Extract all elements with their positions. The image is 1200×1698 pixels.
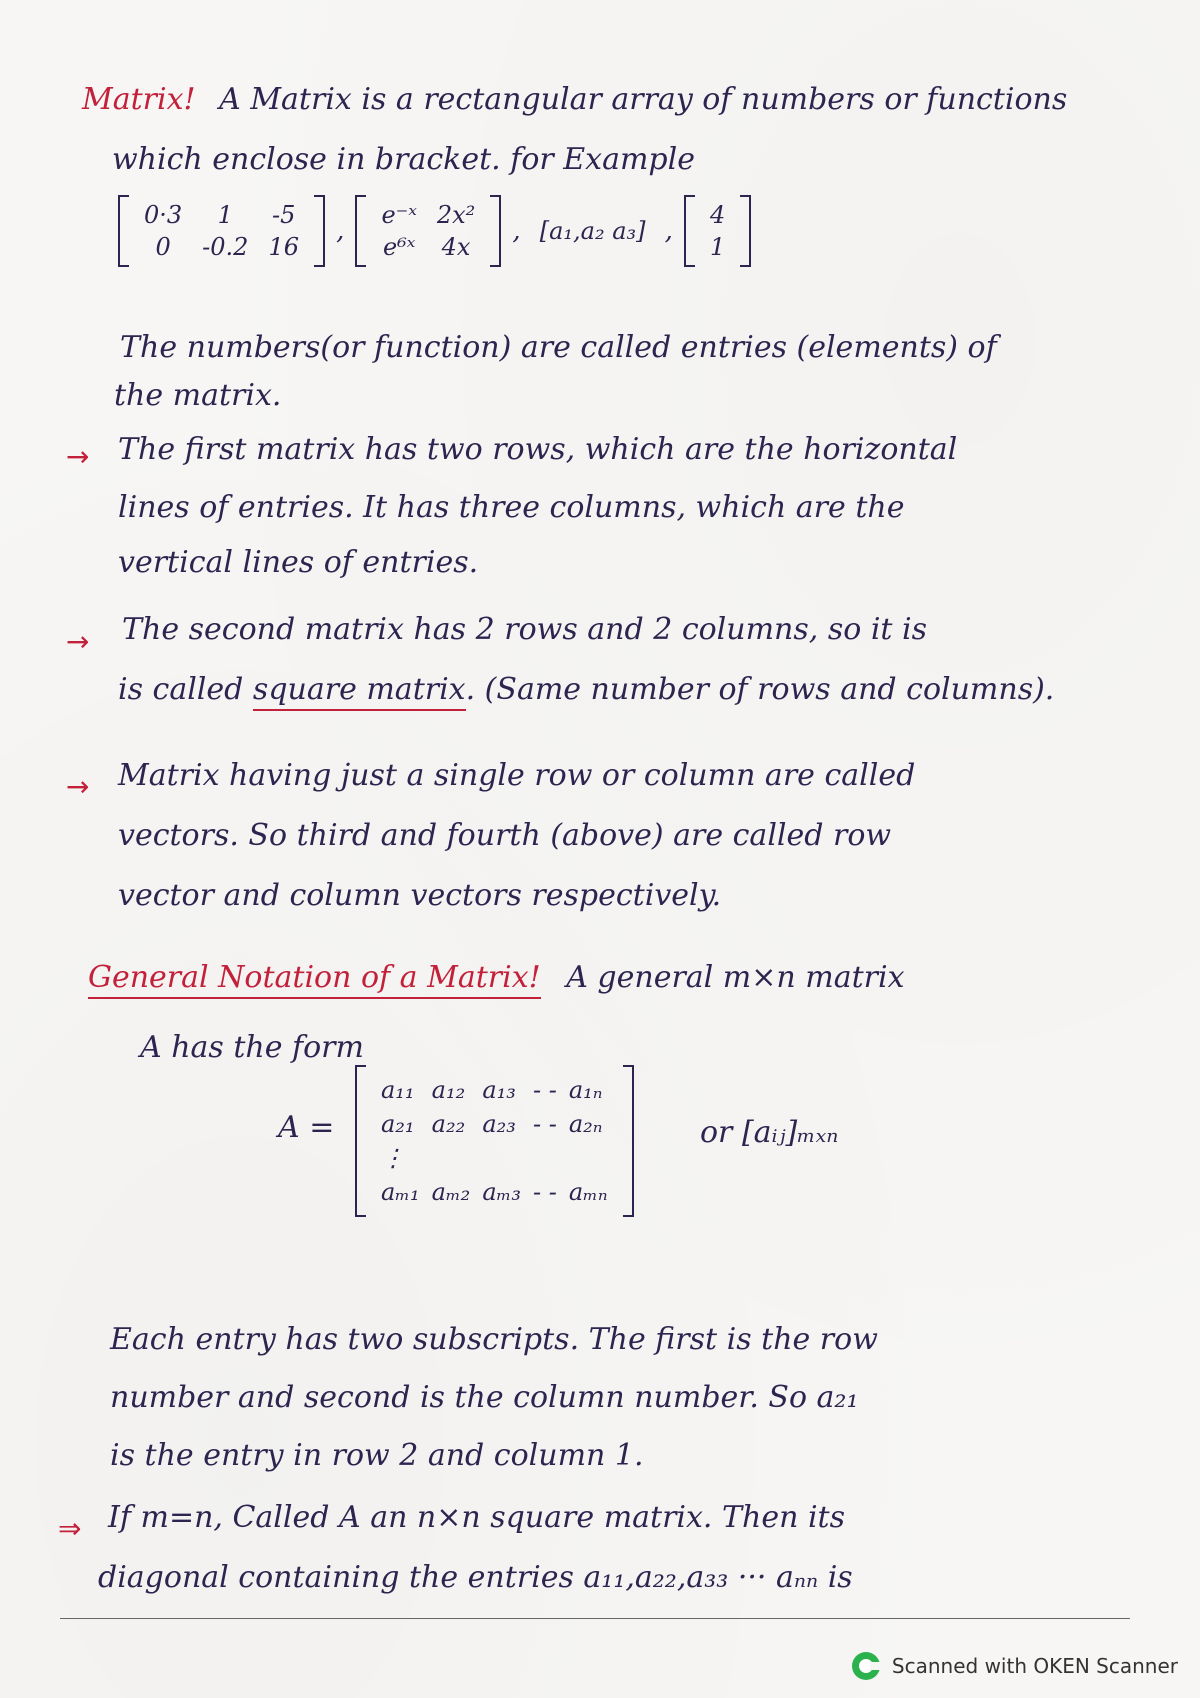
matrix-entry: 0 xyxy=(155,233,171,261)
square-line-2: diagonal containing the entries a₁₁,a₂₂,a₃₃ ··· aₙₙ is xyxy=(98,1560,853,1595)
page-bottom-edge xyxy=(60,1618,1130,1619)
oken-scanner-logo-icon xyxy=(850,1650,882,1682)
matrix-entry: a₁₁ xyxy=(381,1076,415,1104)
example-matrix-2 xyxy=(355,195,501,267)
example-row-vector: [a₁,a₂ a₃] xyxy=(539,217,646,245)
subscripts-line-1: Each entry has two subscripts. The first is the row xyxy=(110,1322,878,1357)
matrix-row xyxy=(134,231,309,263)
general-line-1 xyxy=(88,960,905,996)
matrix-lhs: A = xyxy=(278,1110,335,1145)
square-matrix-term: square matrix xyxy=(253,672,466,711)
matrix-entry: 1 xyxy=(709,233,726,261)
matrix-entry: a₁ₙ xyxy=(568,1076,603,1104)
scanner-label: Scanned with OKEN Scanner xyxy=(891,1654,1178,1678)
matrix-entry: - - xyxy=(532,1076,557,1104)
matrix-entry: 4x xyxy=(441,233,471,261)
bullet1-line-3: vertical lines of entries. xyxy=(118,545,479,580)
arrow-icon: → xyxy=(66,625,90,658)
arrow-icon: → xyxy=(66,440,90,473)
matrix-entry: - - xyxy=(532,1178,557,1206)
bullet1-line-1: The first matrix has two rows, which are the horizontal xyxy=(118,432,958,467)
bullet2-line-1: The second matrix has 2 rows and 2 columns, so it is xyxy=(122,612,928,647)
general-notation-heading: General Notation of a Matrix! xyxy=(88,960,541,999)
example-column-vector xyxy=(684,195,751,267)
matrix-entry: a₁₃ xyxy=(482,1076,516,1104)
bullet3-line-2: vectors. So third and fourth (above) are called row xyxy=(118,818,892,853)
bullet2-prefix: is called xyxy=(118,672,244,707)
subscripts-line-2: number and second is the column number. So a₂₁ xyxy=(110,1380,859,1415)
bullet3-line-3: vector and column vectors respectively. xyxy=(118,878,722,913)
matrix-heading: Matrix! xyxy=(82,82,196,117)
matrix-entry: aₘ₂ xyxy=(431,1178,471,1206)
matrix-entry: 0·3 xyxy=(144,201,183,229)
matrix-entry: a₂ₙ xyxy=(568,1110,603,1138)
matrix-entry: a₂₂ xyxy=(431,1110,466,1138)
intro-line-1 xyxy=(82,82,1067,118)
general-notation-intro: A general m×n matrix xyxy=(566,960,905,995)
entries-line-1: The numbers(or function) are called entries (elements) of xyxy=(120,330,997,365)
matrix-definition: A Matrix is a rectangular array of numbers or functions xyxy=(219,82,1068,117)
matrix-entry: e⁶ˣ xyxy=(382,233,416,261)
matrix-entry: -5 xyxy=(272,201,296,229)
matrix-entry: a₂₃ xyxy=(482,1110,516,1138)
subscripts-line-3: is the entry in row 2 and column 1. xyxy=(110,1438,644,1473)
matrix-entry xyxy=(426,1141,477,1175)
matrix-row xyxy=(375,1141,614,1175)
matrix-entry: 16 xyxy=(268,233,299,261)
matrix-entry xyxy=(476,1141,527,1175)
matrix-entry xyxy=(527,1141,563,1175)
matrix-entry: a₁₂ xyxy=(431,1076,466,1104)
matrix-entry: 4 xyxy=(709,201,726,229)
matrix-row xyxy=(375,1107,614,1141)
matrix-row xyxy=(134,199,309,231)
bullet3-line-1: Matrix having just a single row or column are called xyxy=(118,758,916,793)
example-matrices: 0·3 1 -5 0 -0.2 16 , e⁻ˣ 2x² e⁶ˣ 4x , [a₁,a₂ a₃] , 4 1 xyxy=(118,195,751,267)
matrix-entry xyxy=(563,1141,614,1175)
matrix-entry: e⁻ˣ xyxy=(381,201,417,229)
bullet2-line-2 xyxy=(118,672,1054,708)
example-matrix-1 xyxy=(118,195,325,267)
matrix-entry: aₘ₃ xyxy=(482,1178,521,1206)
general-matrix xyxy=(355,1065,634,1217)
entries-line-2: the matrix. xyxy=(114,378,282,413)
matrix-row xyxy=(371,199,485,231)
intro-line-2: which enclose in bracket. for Example xyxy=(112,142,695,177)
matrix-row xyxy=(700,231,735,263)
matrix-row xyxy=(700,199,735,231)
arrow-icon: → xyxy=(66,770,90,803)
scanner-watermark xyxy=(850,1650,1178,1682)
matrix-entry: 1 xyxy=(217,201,233,229)
matrix-row xyxy=(375,1175,614,1209)
matrix-entry: aₘ₁ xyxy=(381,1178,420,1206)
matrix-entry: aₘₙ xyxy=(568,1178,608,1206)
double-arrow-icon: ⇒ xyxy=(58,1512,82,1545)
general-line-2: A has the form xyxy=(140,1030,364,1065)
square-line-1: If m=n, Called A an n×n square matrix. Then its xyxy=(108,1500,845,1535)
matrix-entry: - - xyxy=(532,1110,557,1138)
matrix-entry: ⋮ xyxy=(381,1144,405,1172)
matrix-alt-notation: or [aᵢⱼ]ₘₓₙ xyxy=(700,1115,839,1150)
matrix-row xyxy=(371,231,485,263)
matrix-entry: 2x² xyxy=(436,201,476,229)
bullet2-suffix: . (Same number of rows and columns). xyxy=(465,672,1055,707)
bullet1-line-2: lines of entries. It has three columns, which are the xyxy=(118,490,905,525)
matrix-row xyxy=(375,1073,614,1107)
matrix-entry: a₂₁ xyxy=(381,1110,415,1138)
matrix-entry: -0.2 xyxy=(202,233,249,261)
